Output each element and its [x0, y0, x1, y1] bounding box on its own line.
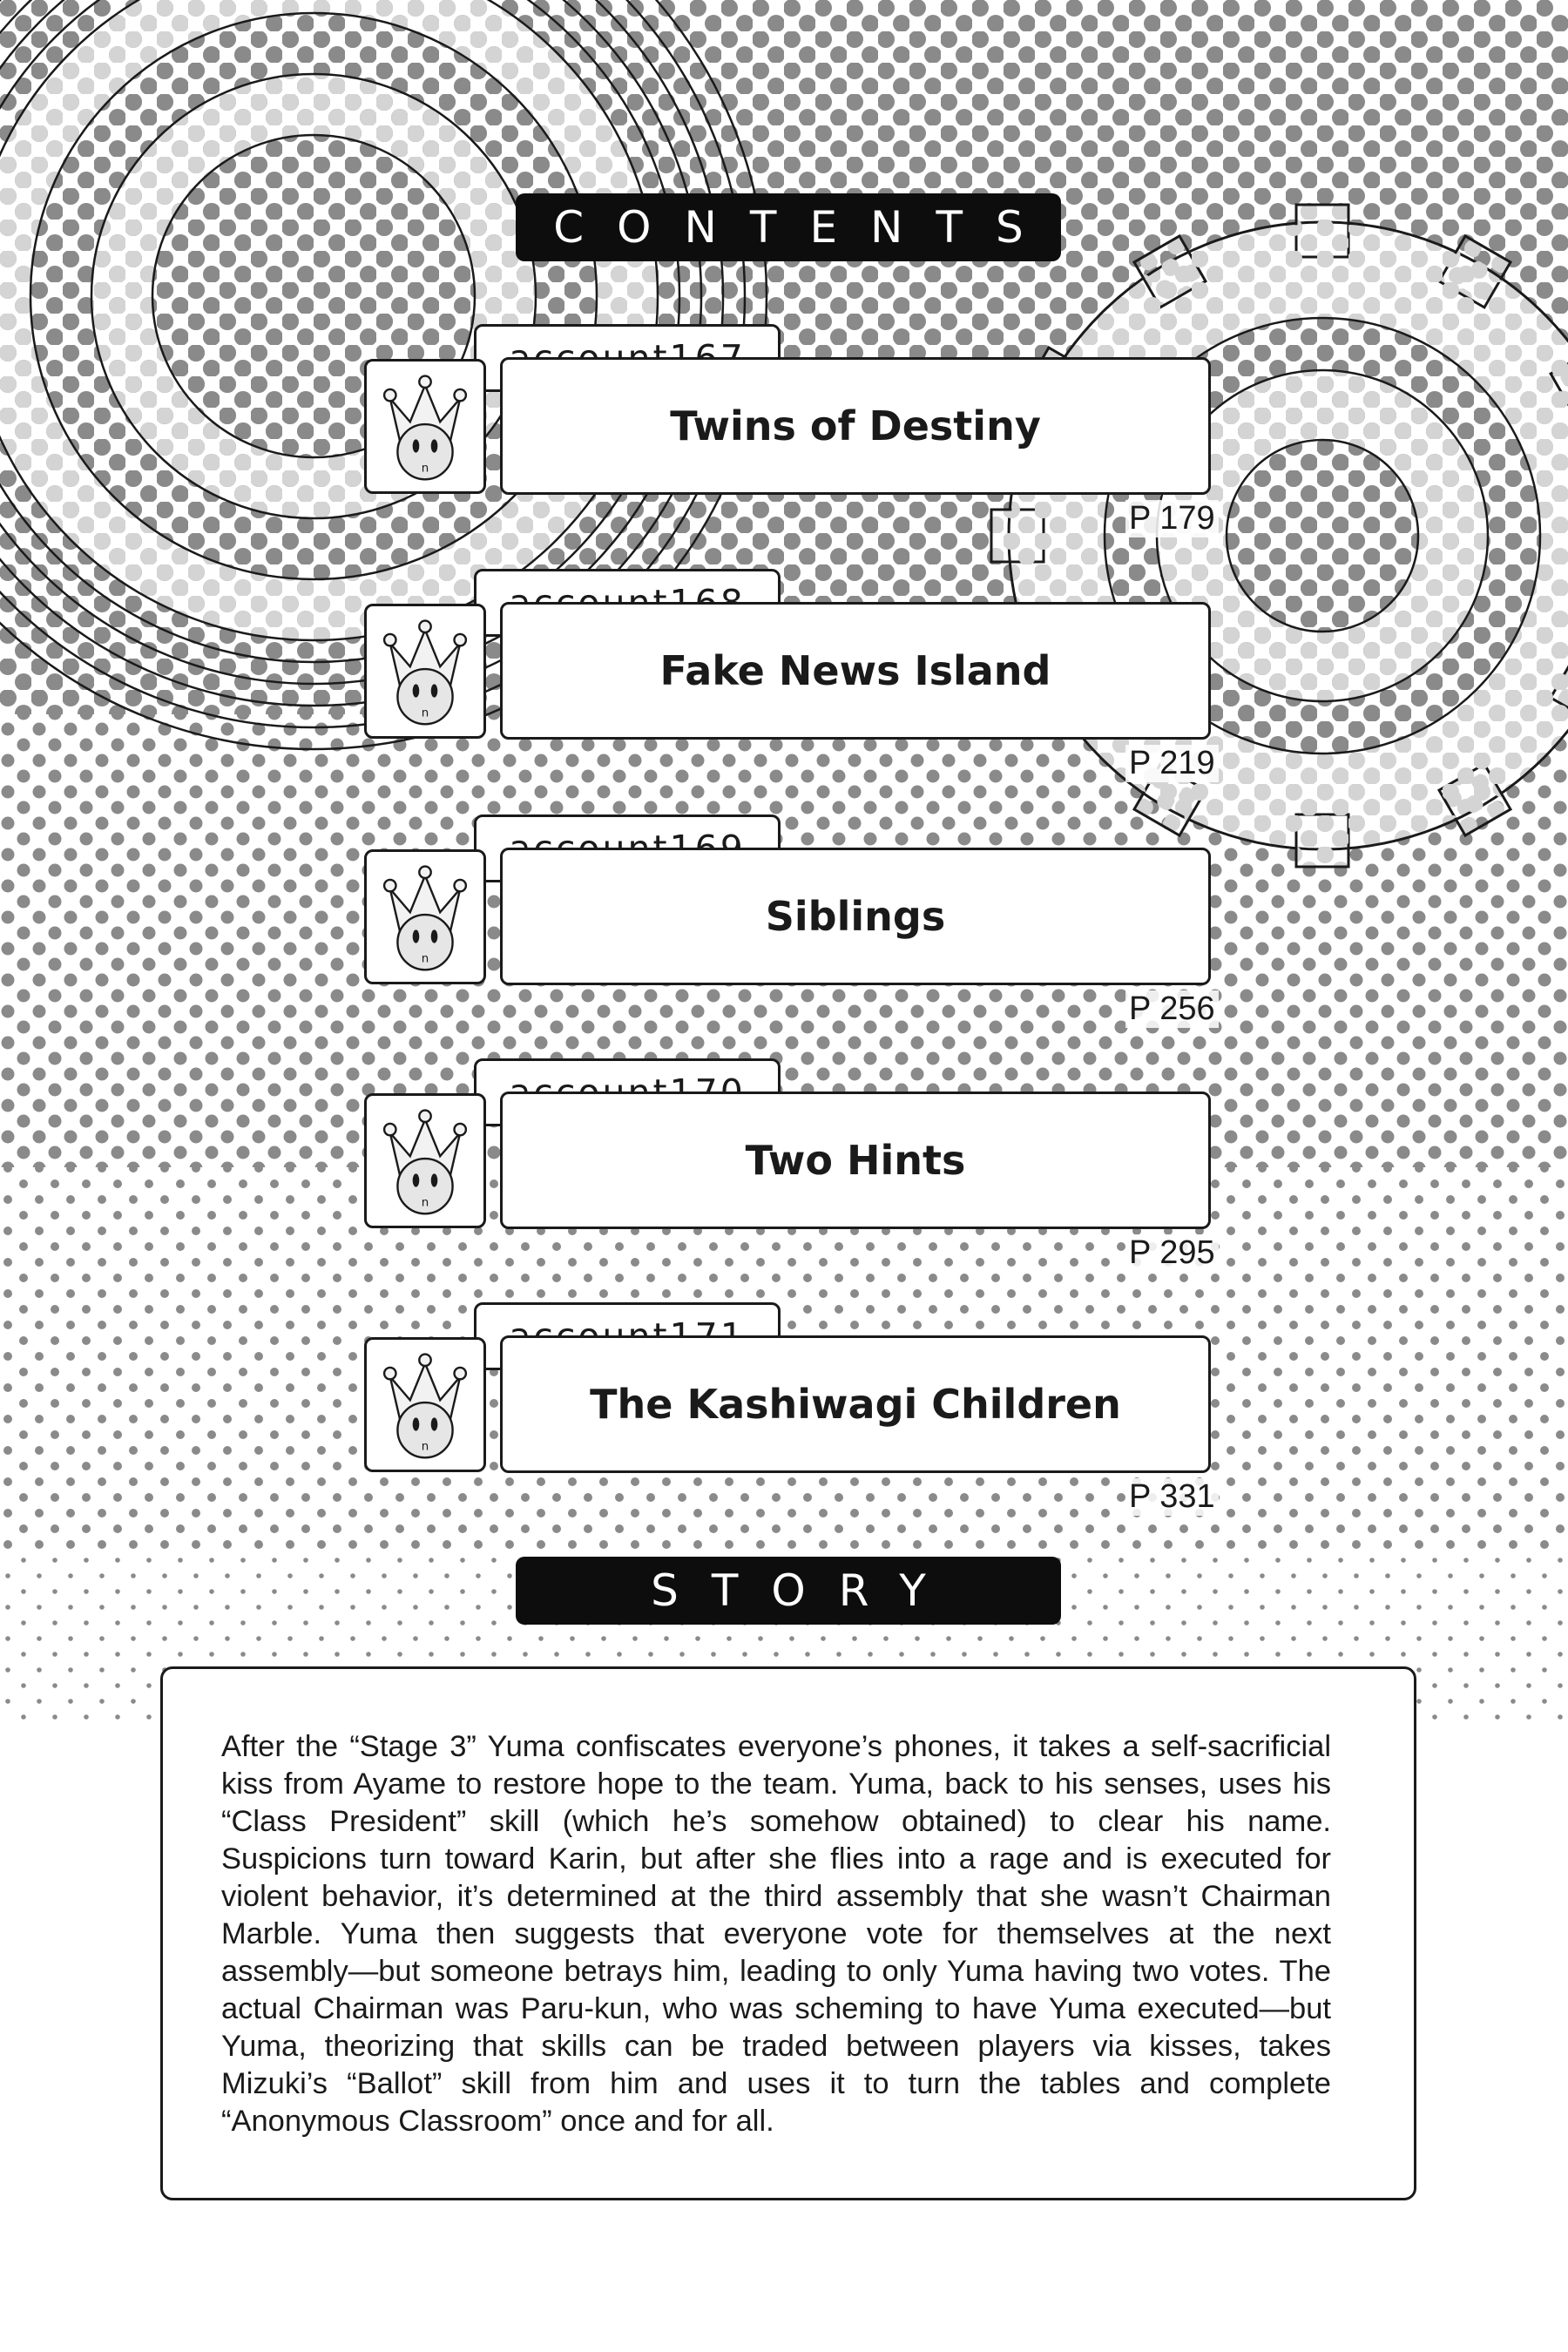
chapter-entry-167[interactable] [0, 324, 1568, 537]
chapter-entry-171[interactable] [0, 1302, 1568, 1515]
page-number: P 219 [1125, 745, 1219, 782]
icon-label: n [421, 1196, 429, 1210]
chapter-entry-168[interactable] [0, 569, 1568, 781]
icon-label: n [421, 706, 429, 720]
icon-label: n [421, 462, 429, 476]
chapter-title-box [500, 1335, 1211, 1473]
chapter-entry-169[interactable] [0, 814, 1568, 1027]
crown-face-icon [364, 604, 486, 739]
contents-header: CONTENTS [516, 193, 1061, 261]
chapter-title-box [500, 848, 1211, 985]
chapter-title-box [500, 602, 1211, 740]
chapter-title: Siblings [765, 893, 946, 940]
crown-face-icon [364, 849, 486, 984]
story-summary-box [160, 1666, 1416, 2200]
chapter-title: Twins of Destiny [670, 402, 1041, 449]
crown-face-icon [364, 1093, 486, 1228]
icon-label: n [421, 1440, 429, 1454]
chapter-title-box [500, 357, 1211, 495]
page-number: P 179 [1125, 500, 1219, 537]
page-number: P 295 [1125, 1234, 1219, 1272]
story-header: STORY [516, 1557, 1061, 1625]
crown-face-icon [364, 1337, 486, 1472]
icon-label: n [421, 952, 429, 966]
chapter-entry-170[interactable] [0, 1058, 1568, 1271]
chapter-title: The Kashiwagi Children [590, 1381, 1121, 1428]
chapter-title-box [500, 1092, 1211, 1229]
chapter-title: Fake News Island [659, 647, 1051, 694]
page-number: P 256 [1125, 990, 1219, 1028]
crown-face-icon [364, 359, 486, 494]
page-number: P 331 [1125, 1478, 1219, 1516]
chapter-title: Two Hints [745, 1137, 966, 1184]
story-summary-text: After the “Stage 3” Yuma confiscates everyone’s phones, it takes a self-sacrificial kiss from Ayame to restore hope to the team. Yuma, back to his senses, uses his “Class President” skill (which he’s somehow obtained) to clear his name. Suspicions turn toward Karin, but after she flies into a rage and is executed for violent behavior, it’s determined at the third assembly that she wasn’t Chairman Marble. Yuma then suggests that everyone vote for themselves at the next assembly—but someone betrays him, leading to only Yuma having two votes. The actual Chairman was Paru-kun, who was scheming to have Yuma executed—but Yuma, theorizing that skills can be traded between players via kisses, takes Mizuki’s “Ballot” skill from him and uses it to turn the tables and complete “Anonymous Classroom” once and for all. [221, 1730, 1331, 2138]
